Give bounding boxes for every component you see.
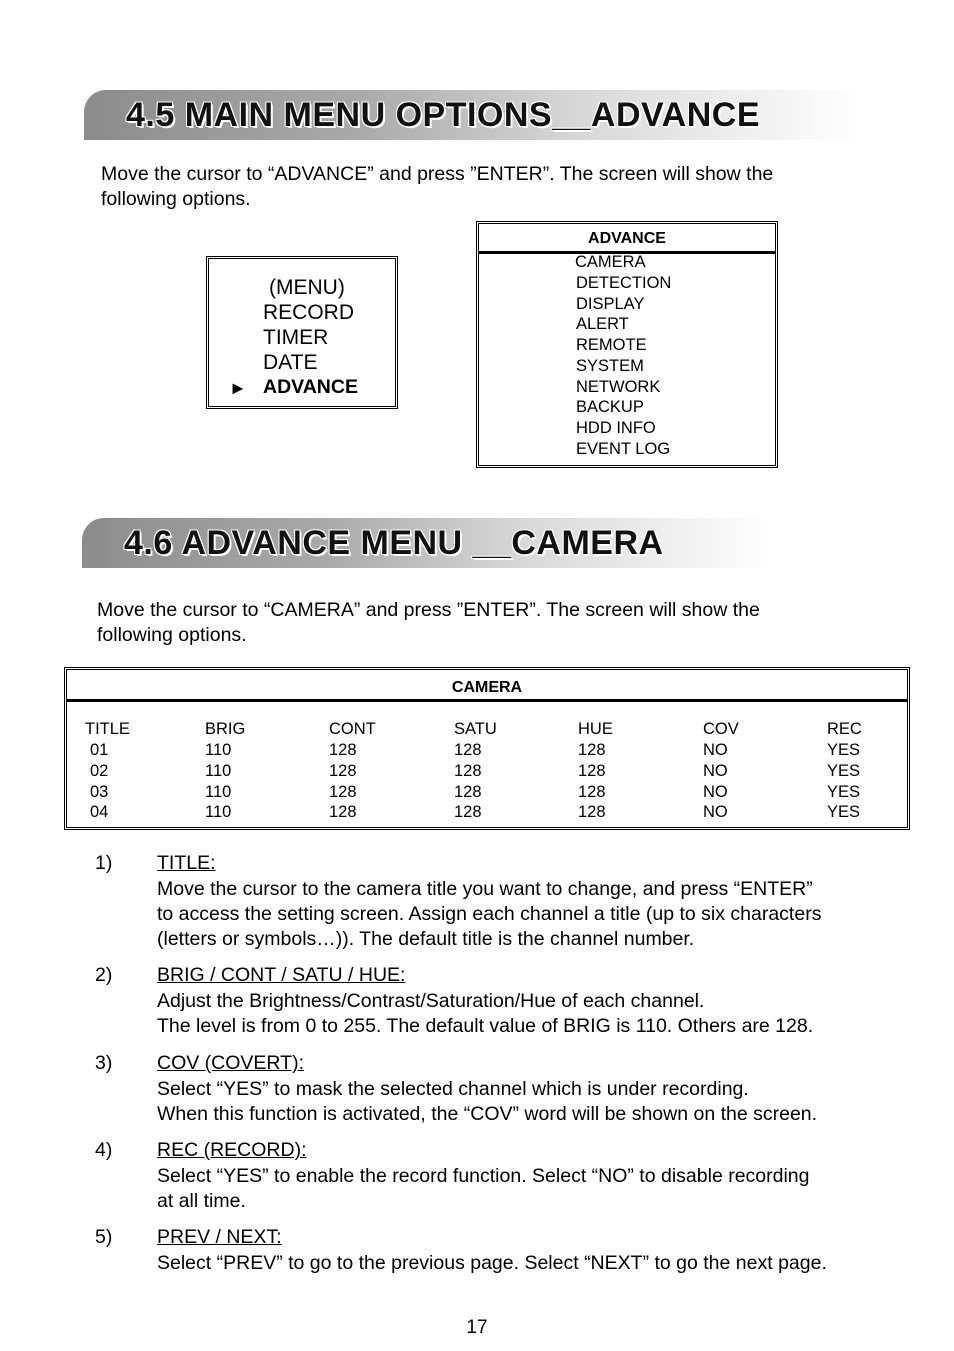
intro-line: Move the cursor to “CAMERA” and press ”ENTER”. The screen will show the <box>97 599 760 621</box>
table-cell[interactable]: YES <box>827 762 861 780</box>
column-header: SATU <box>454 720 497 738</box>
item-heading: PREV / NEXT: <box>157 1226 282 1248</box>
advance-menu-title: ADVANCE <box>588 230 666 247</box>
item-body <box>157 877 821 952</box>
table-cell[interactable]: NO <box>703 803 728 821</box>
intro-paragraph <box>101 162 773 212</box>
item-line: Adjust the Brightness/Contrast/Saturation/Hue of each channel. <box>157 990 705 1012</box>
item-heading: REC (RECORD): <box>157 1139 307 1161</box>
item-line: at all time. <box>157 1190 246 1212</box>
column-header: CONT <box>329 720 376 738</box>
column-header: HUE <box>578 720 613 738</box>
table-cell[interactable]: NO <box>703 783 728 801</box>
item-number: 1) <box>95 852 113 874</box>
table-cell[interactable]: 128 <box>578 803 606 821</box>
table-cell[interactable]: 128 <box>454 803 482 821</box>
menu-item-date[interactable]: DATE <box>263 351 318 374</box>
section-title: 4.6 ADVANCE MENU __CAMERA <box>124 524 664 562</box>
table-cell[interactable]: 04 <box>90 803 109 821</box>
table-cell[interactable]: 110 <box>205 803 232 821</box>
table-cell[interactable]: 128 <box>329 783 357 801</box>
section-title: 4.5 MAIN MENU OPTIONS__ADVANCE <box>126 96 761 134</box>
table-cell[interactable]: 128 <box>454 783 482 801</box>
item-line: Select “YES” to enable the record function. Select “NO” to disable recording <box>157 1165 810 1187</box>
item-number: 3) <box>95 1052 113 1074</box>
main-menu-box <box>206 256 398 409</box>
table-cell[interactable]: NO <box>703 741 728 759</box>
item-heading: TITLE: <box>157 852 216 874</box>
table-row[interactable] <box>67 803 907 824</box>
table-cell[interactable]: YES <box>827 803 861 821</box>
menu-item-timer[interactable]: TIMER <box>263 326 329 349</box>
intro-line: following options. <box>101 188 251 210</box>
item-body <box>157 989 813 1039</box>
page-number: 17 <box>466 1317 488 1338</box>
column-header: TITLE <box>85 720 130 738</box>
table-row[interactable] <box>67 762 907 783</box>
table-cell[interactable]: 128 <box>578 762 606 780</box>
table-cell[interactable]: 03 <box>90 783 109 801</box>
table-header-row <box>67 720 907 741</box>
table-cell[interactable]: 110 <box>205 762 232 780</box>
section-banner-camera <box>82 518 772 568</box>
camera-table-title: CAMERA <box>451 679 523 696</box>
advance-item-remote[interactable]: REMOTE <box>576 336 647 354</box>
camera-table-box <box>64 667 910 830</box>
item-line: The level is from 0 to 255. The default value of BRIG is 110. Others are 128. <box>157 1015 814 1037</box>
advance-item-system[interactable]: SYSTEM <box>576 357 644 375</box>
item-number: 5) <box>95 1226 113 1248</box>
table-cell[interactable]: 128 <box>454 762 482 780</box>
divider <box>67 699 907 702</box>
item-number: 4) <box>95 1139 113 1161</box>
item-heading: COV (COVERT): <box>157 1052 304 1074</box>
section-banner-advance <box>84 90 860 140</box>
table-cell[interactable]: 128 <box>578 783 606 801</box>
table-cell[interactable]: 128 <box>329 803 357 821</box>
table-cell[interactable]: 128 <box>454 741 482 759</box>
table-cell[interactable]: 128 <box>329 762 357 780</box>
table-cell[interactable]: YES <box>827 741 861 759</box>
advance-item-detection[interactable]: DETECTION <box>576 274 672 292</box>
table-cell[interactable]: 01 <box>90 741 109 759</box>
table-cell[interactable]: 128 <box>329 741 357 759</box>
table-row[interactable] <box>67 741 907 762</box>
intro-paragraph <box>97 598 760 648</box>
item-body <box>157 1251 827 1276</box>
item-heading: BRIG / CONT / SATU / HUE: <box>157 964 406 986</box>
item-body <box>157 1164 810 1214</box>
table-cell[interactable]: 02 <box>90 762 109 780</box>
table-cell[interactable]: 128 <box>578 741 606 759</box>
table-cell[interactable]: YES <box>827 783 861 801</box>
advance-item-display[interactable]: DISPLAY <box>576 295 645 313</box>
intro-line: following options. <box>97 624 247 646</box>
item-line: Move the cursor to the camera title you want to change, and press “ENTER” <box>157 878 813 900</box>
advance-item-camera[interactable]: CAMERA <box>575 253 646 271</box>
selection-arrow-icon: ► <box>229 378 247 398</box>
item-line: to access the setting screen. Assign each channel a title (up to six characters <box>157 903 822 925</box>
advance-item-backup[interactable]: BACKUP <box>576 398 644 416</box>
table-row[interactable] <box>67 783 907 804</box>
item-line: When this function is activated, the “COV” word will be shown on the screen. <box>157 1103 818 1125</box>
item-line: Select “YES” to mask the selected channel which is under recording. <box>157 1078 749 1100</box>
menu-header: (MENU) <box>269 276 345 299</box>
advance-item-network[interactable]: NETWORK <box>576 378 661 396</box>
menu-item-record[interactable]: RECORD <box>263 301 355 324</box>
item-body <box>157 1077 817 1127</box>
table-cell[interactable]: 110 <box>205 741 232 759</box>
column-header: BRIG <box>205 720 246 738</box>
item-number: 2) <box>95 964 113 986</box>
table-cell[interactable]: NO <box>703 762 728 780</box>
item-line: Select “PREV” to go to the previous page. Select “NEXT” to go the next page. <box>157 1252 827 1274</box>
column-header: COV <box>703 720 739 738</box>
advance-item-hdd-info[interactable]: HDD INFO <box>576 419 656 437</box>
advance-item-event-log[interactable]: EVENT LOG <box>576 440 671 458</box>
advance-item-alert[interactable]: ALERT <box>576 315 629 333</box>
intro-line: Move the cursor to “ADVANCE” and press ”ENTER”. The screen will show the <box>101 163 774 185</box>
column-header: REC <box>827 720 862 738</box>
table-cell[interactable]: 110 <box>205 783 232 801</box>
item-line: (letters or symbols…)). The default title is the channel number. <box>157 928 695 950</box>
menu-item-advance[interactable]: ADVANCE <box>263 376 358 398</box>
advance-menu-box <box>476 221 778 468</box>
